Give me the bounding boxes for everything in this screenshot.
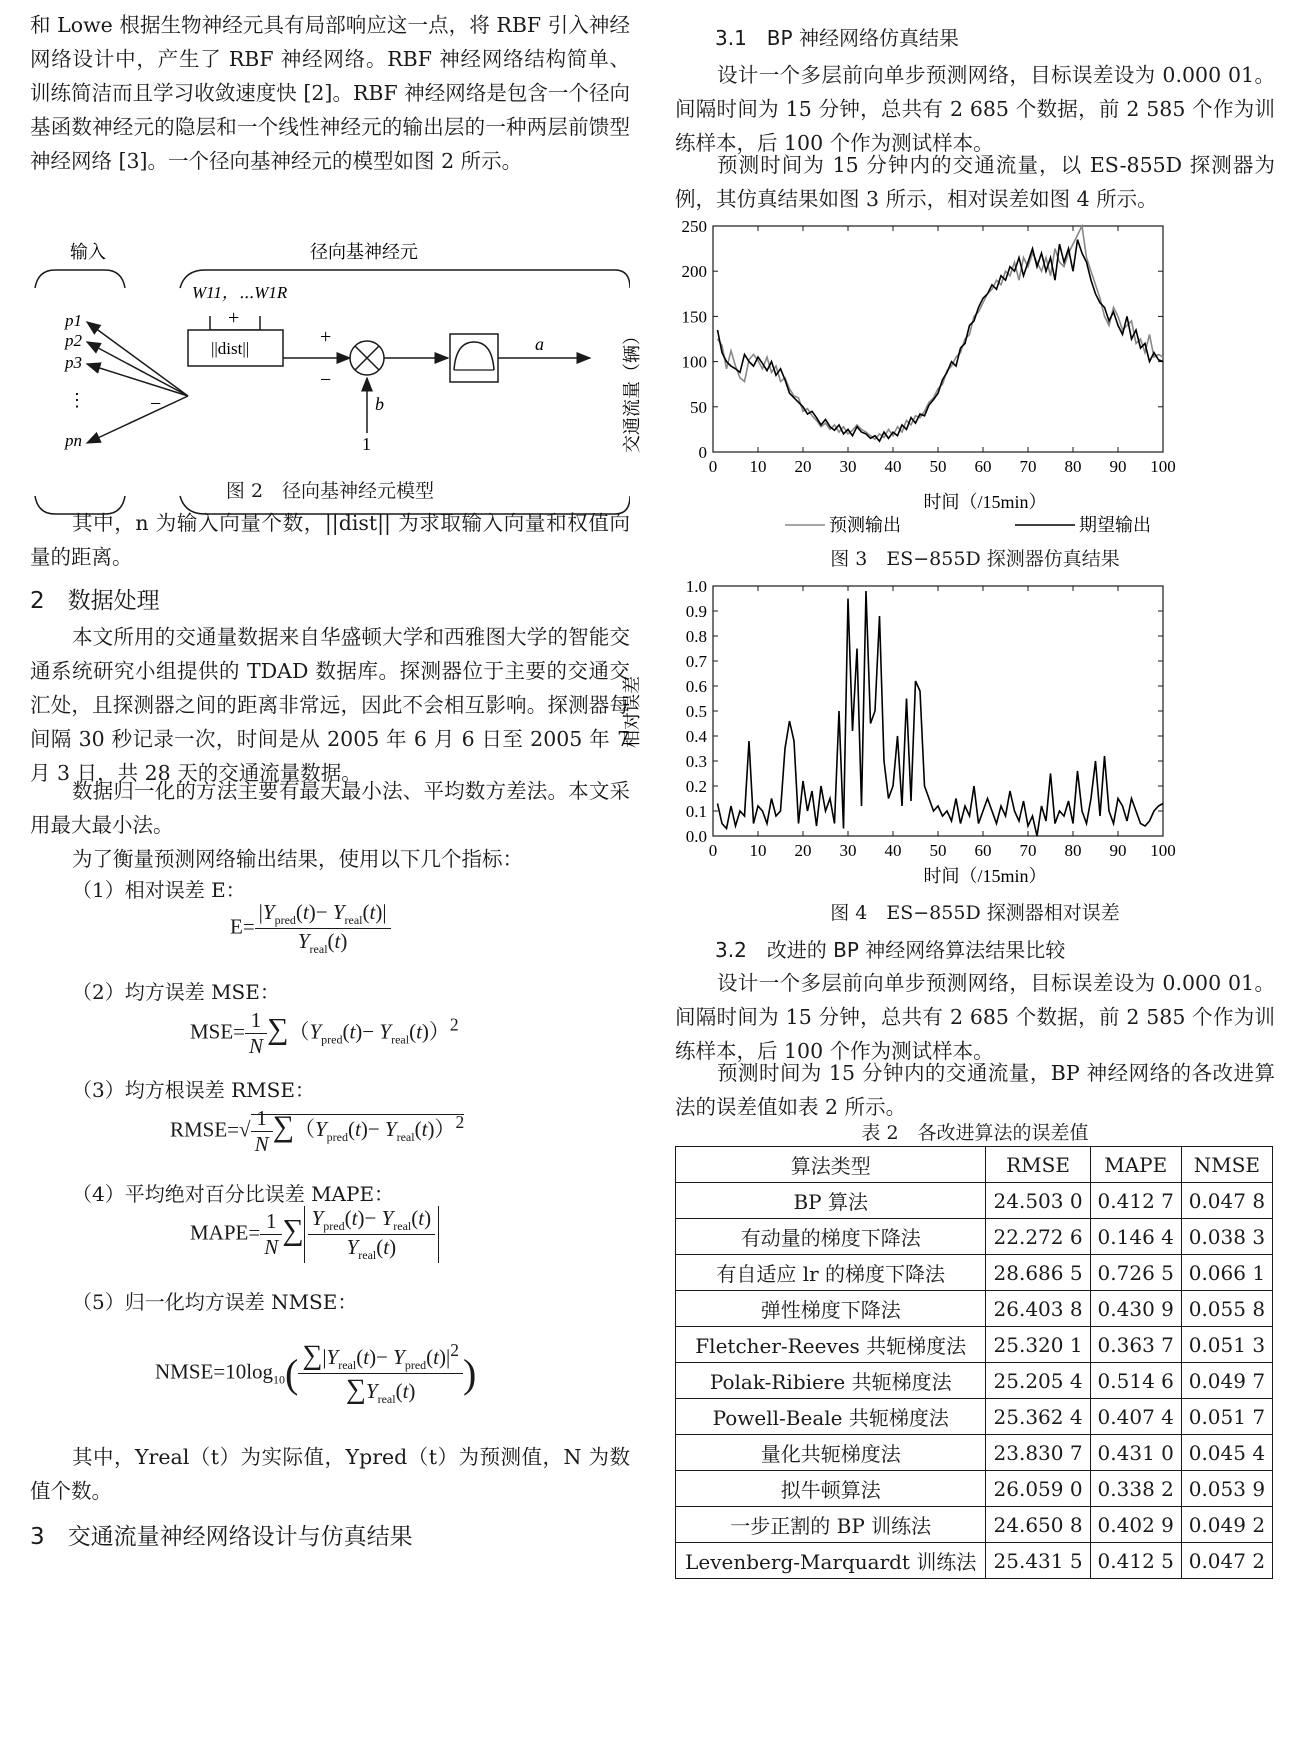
table-row [676,1435,1273,1471]
x-tick-label: 20 [794,841,812,860]
table-cell: 拟牛顿算法 [676,1471,986,1507]
table-cell: 0.412 7 [1090,1183,1181,1219]
x-tick-label: 80 [1064,457,1082,476]
table-cell: Polak-Ribiere 共轭梯度法 [676,1363,986,1399]
table-cell: 0.514 6 [1090,1363,1181,1399]
weights-label: W11，⋯W1R [192,283,288,302]
section2-paragraph-1: 本文所用的交通量数据来自华盛顿大学和西雅图大学的智能交通系统研究小组提供的 TDAD 数据库。探测器位于主要的交通交汇处，且探测器之间的距离非常远，因此不会相互影响。探测器每间隔 30 秒记录一次，时间是从 2005 年 6 月 6 日至 2005 年 7 月 3 日，共 28 天的交通流量数据。 [30,625,630,785]
input-p1: p1 [65,311,82,330]
table-cell: 0.047 2 [1181,1543,1272,1579]
y-tick-label: 0.4 [685,727,707,746]
table-cell: 0.053 9 [1181,1471,1272,1507]
sub31-paragraph-1: 设计一个多层前向单步预测网络，目标误差设为 0.000 01。间隔时间为 15 分钟，总共有 2 685 个数据，前 2 585 个作为训练样本，后 100 个作为测试样本。 [675,63,1275,155]
table-row [676,1363,1273,1399]
x-tick-label: 40 [884,841,902,860]
table-header-row [676,1147,1273,1183]
table-cell: 0.045 4 [1181,1435,1272,1471]
table-cell: BP 算法 [676,1183,986,1219]
input-pn: pn [65,431,82,450]
table2-error-values [675,1146,1273,1579]
table-cell: Levenberg-Marquardt 训练法 [676,1543,986,1579]
table-cell: 0.338 2 [1090,1471,1181,1507]
y-tick-label: 0 [698,443,707,462]
table-cell: 25.431 5 [986,1543,1090,1579]
plot-frame [713,586,1163,836]
table-cell: 0.412 5 [1090,1543,1181,1579]
y-tick-label: 0.1 [685,802,707,821]
x-tick-label: 10 [749,457,767,476]
x-tick-label: 0 [708,841,718,860]
section2-title: 2 数据处理 [30,588,160,614]
fig4-ylabel: 相对误差 [622,676,642,748]
bias-label: b [375,394,384,414]
x-tick-label: 40 [884,457,902,476]
sub32-paragraph-2: 预测时间为 15 分钟内的交通流量，BP 神经网络的各改进算法的误差值如表 2 所示。 [675,1061,1275,1119]
table-row [676,1471,1273,1507]
table-row [676,1255,1273,1291]
table2-caption: 表 2 各改进算法的误差值 [861,1122,1089,1144]
section2-paragraph-2: 数据归一化的方法主要有最大最小法、平均数方差法。本文采用最大最小法。 [30,779,630,837]
y-tick-label: 0.2 [685,777,707,796]
output-label: a [535,334,544,354]
input-p2: p2 [65,331,82,350]
table-cell: 弹性梯度下降法 [676,1291,986,1327]
section2-paragraph-3: 为了衡量预测网络输出结果，使用以下几个指标： [72,847,523,871]
fig4-caption: 图 4 ES−855D 探测器相对误差 [830,902,1120,924]
fig4-plot-area [686,577,1176,860]
table-cell: 有动量的梯度下降法 [676,1219,986,1255]
y-tick-label: 150 [681,307,707,327]
x-tick-label: 10 [749,841,767,860]
metric-2-label: （2）均方误差 MSE： [72,980,280,1004]
table-cell: 0.047 8 [1181,1183,1272,1219]
table-cell: 量化共轭梯度法 [676,1435,986,1471]
y-tick-label: 1.0 [685,577,707,596]
subsection-3-2-title: 3.2 改进的 BP 神经网络算法结果比较 [715,938,1066,962]
table-cell: 0.038 3 [1181,1219,1272,1255]
table-cell: 26.059 0 [986,1471,1090,1507]
sum-plus: + [320,326,332,348]
fig4-relative-error-chart [605,572,1245,892]
dist-label: ||dist|| [211,339,250,358]
x-tick-label: 100 [1150,457,1176,476]
radbas-box [450,334,498,382]
fig4-xlabel: 时间（/15min） [923,866,1047,886]
metric-4-label: （4）平均绝对百分比误差 MAPE： [72,1182,395,1206]
fig3-caption: 图 3 ES−855D 探测器仿真结果 [830,548,1120,570]
fig2-caption: 图 2 径向基神经元模型 [225,480,435,502]
table-cell: 24.650 8 [986,1507,1090,1543]
table-row [676,1507,1273,1543]
table-cell: 0.066 1 [1181,1255,1272,1291]
metric-1-label: （1）相对误差 E： [72,878,246,902]
table-cell: Powell-Beale 共轭梯度法 [676,1399,986,1435]
arrow-p1 [87,322,188,396]
table-cell: 有自适应 lr 的梯度下降法 [676,1255,986,1291]
x-tick-label: 50 [929,457,947,476]
plot-frame [713,226,1163,452]
x-tick-label: 30 [839,841,857,860]
intro-paragraph: 和 Lowe 根据生物神经元具有局部响应这一点，将 RBF 引入神经网络设计中，产生了 RBF 神经网络。RBF 神经网络结构简单、训练简洁而且学习收敛速度快 [2]。RBF 神经网络是包含一个径向基函数神经元的隐层和一个线性神经元的输出层的一种两层前馈型神经网络 [3]。一个径向基神经元的模型如图 2 所示。 [30,13,630,173]
arrow-pn [87,396,188,443]
table-cell: 25.205 4 [986,1363,1090,1399]
x-tick-label: 100 [1150,841,1176,860]
y-tick-label: 0.3 [685,752,707,771]
y-tick-label: 0.6 [685,677,707,696]
table-row [676,1183,1273,1219]
table-cell: 0.049 7 [1181,1363,1272,1399]
formula-mape: MAPE= $\frac{1}{N}$ ∑ $\frac{Y_{pred}(t)- Y_{real}(t)}{Y_{real}(t)}$ [190,1206,439,1263]
y-tick-label: 250 [681,217,707,236]
table-cell: 一步正割的 BP 训练法 [676,1507,986,1543]
weights-plus: + [228,307,240,329]
fig3-legend-pred: 预测输出 [829,515,901,535]
table-cell: 25.362 4 [986,1399,1090,1435]
x-tick-label: 90 [1109,457,1127,476]
y-tick-label: 200 [681,262,707,282]
neuron-label: 径向基神经元 [310,242,418,262]
fig3-ylabel: 交通流量（辆） [622,327,642,453]
table-cell: 23.830 7 [986,1435,1090,1471]
table-cell: 0.049 2 [1181,1507,1272,1543]
table-row [676,1399,1273,1435]
x-tick-label: 30 [839,457,857,476]
table-cell: 0.363 7 [1090,1327,1181,1363]
formula-nmse: $NMSE=10\log_{10}$( $\frac{\sum|Y_{real}(t)- Y_{pred}(t)|^2}{\sum Y_{real}(t)}$ ) [155,1340,477,1407]
table-cell: 0.431 0 [1090,1435,1181,1471]
sub31-paragraph-2: 预测时间为 15 分钟内的交通流量，以 ES-855D 探测器为例，其仿真结果如图 3 所示，相对误差如图 4 所示。 [675,153,1275,211]
table-cell: 28.686 5 [986,1255,1090,1291]
x-tick-label: 0 [708,457,718,476]
table-header-nmse: NMSE [1181,1147,1272,1183]
bias-one: 1 [362,434,371,454]
table-cell: 0.430 9 [1090,1291,1181,1327]
table-cell: 26.403 8 [986,1291,1090,1327]
subsection-3-1-title: 3.1 BP 神经网络仿真结果 [715,26,959,50]
table-header-rmse: RMSE [986,1147,1090,1183]
table-cell: 25.320 1 [986,1327,1090,1363]
table-cell: 22.272 6 [986,1219,1090,1255]
table-cell: 24.503 0 [986,1183,1090,1219]
table-cell: 0.051 7 [1181,1399,1272,1435]
metric-5-label: （5）归一化均方误差 NMSE： [72,1290,358,1314]
x-tick-label: 70 [1019,457,1037,476]
x-tick-label: 80 [1064,841,1082,860]
input-p3: p3 [65,353,82,372]
y-tick-label: 0.0 [685,827,707,846]
sub32-paragraph-1: 设计一个多层前向单步预测网络，目标误差设为 0.000 01。间隔时间为 15 分钟，总共有 2 685 个数据，前 2 585 个作为训练样本，后 100 个作为测试样本。 [675,971,1275,1063]
x-tick-label: 90 [1109,841,1127,860]
after-formulas-text: 其中，Yreal（t）为实际值，Ypred（t）为预测值，N 为数值个数。 [30,1445,630,1503]
y-tick-label: 100 [681,352,707,372]
series-line-0 [718,591,1164,836]
x-tick-label: 60 [974,457,992,476]
table-cell: 0.726 5 [1090,1255,1181,1291]
x-tick-label: 20 [794,457,812,476]
fig3-xlabel: 时间（/15min） [923,492,1047,512]
table-header-mape: MAPE [1090,1147,1181,1183]
section3-title: 3 交通流量神经网络设计与仿真结果 [30,1524,413,1550]
after-fig2-text: 其中，n 为输入向量个数，||dist|| 为求取输入向量和权值向量的距离。 [30,511,630,569]
dist-minus: − [150,393,162,415]
y-tick-label: 0.7 [685,652,707,671]
input-brace-top [35,270,125,288]
sum-minus: − [320,369,332,391]
x-tick-label: 50 [929,841,947,860]
y-tick-label: 0.5 [685,702,707,721]
formula-mse: MSE= $\frac{1}{N}$ $\sum(Y_{pred}(t)- Y_{real}(t))^2$ [190,1008,459,1058]
table-cell: 0.146 4 [1090,1219,1181,1255]
table-cell: 0.055 8 [1181,1291,1272,1327]
series-line-0 [718,226,1164,439]
table-cell: 0.402 9 [1090,1507,1181,1543]
fig3-plot-area [682,217,1176,476]
y-tick-label: 0.8 [685,627,707,646]
table-cell: 0.051 3 [1181,1327,1272,1363]
input-label: 输入 [70,242,106,262]
x-tick-label: 60 [974,841,992,860]
table-cell: Fletcher-Reeves 共轭梯度法 [676,1327,986,1363]
y-tick-label: 50 [690,397,707,417]
metric-3-label: （3）均方根误差 RMSE： [72,1078,315,1102]
table-row [676,1219,1273,1255]
y-tick-label: 0.9 [685,602,707,621]
fig3-legend-real: 期望输出 [1079,515,1151,535]
table-row [676,1543,1273,1579]
table-header-algorithm: 算法类型 [676,1147,986,1183]
series-line-1 [718,240,1164,442]
input-dots: ⋮ [68,390,86,410]
table-cell: 0.407 4 [1090,1399,1181,1435]
x-tick-label: 70 [1019,841,1037,860]
fig3-traffic-flow-chart [605,210,1245,540]
formula-relative-error: E= $\frac{|Y_{pred}(t)- Y_{real}(t)|}{Y_{real}(t)}$ [230,900,391,957]
table-row [676,1291,1273,1327]
table-row [676,1327,1273,1363]
formula-rmse: RMSE=√ $\frac{1}{N}$ $\sum(Y_{pred}(t)- Y_{real}(t))^2$ [170,1106,465,1156]
